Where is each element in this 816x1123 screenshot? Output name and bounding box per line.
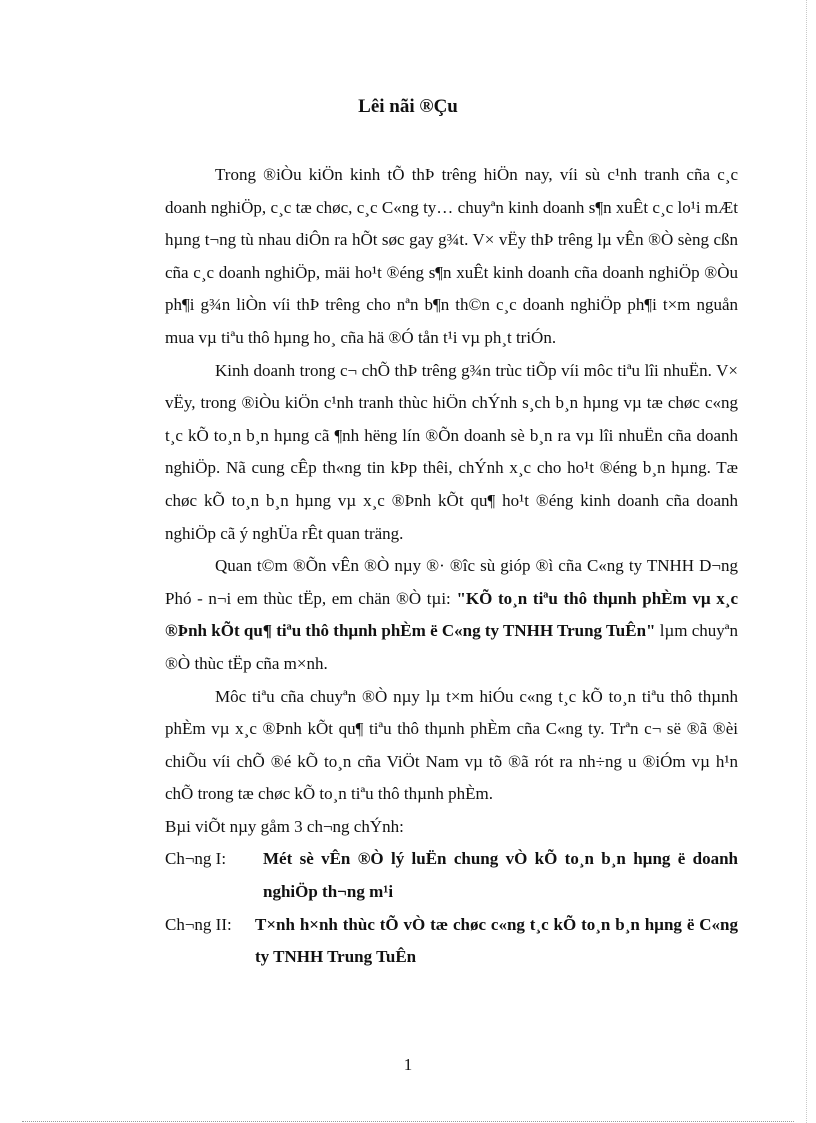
topic-title: "KÕ to¸n tiªu thô thµnh phÈm vµ x¸c ®Þnh kÕt qu¶ tiªu thô thµnh phÈm ë C«ng ty TNHH Trung TuÊn" (165, 588, 738, 641)
paragraph-1: Trong ®iÒu kiÖn kinh tÕ thÞ trêng hiÖn nay, víi sù c¹nh tranh cña c¸c doanh nghiÖp, c¸c tæ chøc, c¸c C«ng ty… chuyªn kinh doanh s¶n xuÊt c¸c lo¹i mÆt hµng t¬ng tù nhau diÔn ra hÕt søc gay g¾t. V× vËy thÞ trêng lµ vÊn ®Ò sèng cßn cña c¸c doanh nghiÖp, mäi ho¹t ®éng s¶n xuÊt kinh doanh cña doanh nghiÖp ®Òu ph¶i g¾n liÒn víi thÞ trêng cho nªn b¶n th©n c¸c doanh nghiÖp ph¶i t×m nguån mua vµ tiªu thô hµng ho¸ cña hä ®Ó tån t¹i vµ ph¸t triÓn. (165, 165, 738, 347)
paragraph-3-text: Quan t©m ®Õn vÊn ®Ò nµy ®· ®îc sù gióp ®ì cña C«ng ty TNHH D¬ng Phó - n¬i em thùc tËp, em chän ®Ò tµi: (165, 556, 738, 608)
chapter-2 (165, 909, 738, 974)
chapter-2-label: Ch¬ng II: (165, 914, 232, 934)
page-title: Lêi nãi ®Çu (358, 96, 458, 117)
paragraph-3 (0, 550, 738, 680)
page-bottom-divider (22, 1121, 794, 1122)
paragraph-2: Kinh doanh trong c¬ chÕ thÞ trêng g¾n trùc tiÕp víi môc tiªu lîi nhuËn. V× vËy, trong ®iÒu kiÖn c¹nh tranh thùc hiÖn chÝnh s¸ch b¸n hµng vµ tæ chøc c«ng t¸c kÕ to¸n b¸n hµng cã ¶nh hëng lín ®Õn doanh sè b¸n ra vµ lîi nhuËn cña doanh nghiÖp. Nã cung cÊp th«ng tin kÞp thêi, chÝnh x¸c cho ho¹t ®éng b¸n hµng. Tæ chøc kÕ to¸n b¸n hµng vµ x¸c ®Þnh kÕt qu¶ ho¹t ®éng kinh doanh cña doanh nghiÖp cã ý nghÜa rÊt quan träng. (165, 360, 738, 543)
chapter-2-title: T×nh h×nh thùc tÕ vÒ tæ chøc c«ng t¸c kÕ to¸n b¸n hµng ë C«ng ty TNHH Trung TuÊn (255, 914, 738, 967)
page-number: 1 (403, 1055, 413, 1074)
body-text (165, 159, 738, 974)
outline-intro: Bµi viÕt nµy gåm 3 ch¬ng chÝnh: (165, 816, 404, 836)
paragraph-4: Môc tiªu cña chuyªn ®Ò nµy lµ t×m hiÓu c«ng t¸c kÕ to¸n tiªu thô thµnh phÈm vµ x¸c ®Þnh kÕt qu¶ tiªu thô thµnh phÈm cña C«ng ty. Trªn c¬ së ®ã ®èi chiÕu víi chÕ ®é kÕ to¸n cña ViÖt Nam vµ tõ ®ã rót ra nh÷ng u ®iÓm vµ h¹n chÕ trong tæ chøc kÕ to¸n tiªu thô thµnh phÈm. (165, 686, 738, 804)
chapter-1-title: Mét sè vÊn ®Ò lý luËn chung vÒ kÕ to¸n b¸n hµng ë doanh nghiÖp th¬ng m¹i (263, 849, 738, 902)
page-right-edge (806, 0, 807, 1123)
chapter-1 (165, 843, 738, 908)
paragraph-3-tail: lµm chuyªn ®Ò thùc tËp cña m×nh. (165, 621, 738, 673)
chapter-1-label: Ch¬ng I: (165, 849, 227, 869)
